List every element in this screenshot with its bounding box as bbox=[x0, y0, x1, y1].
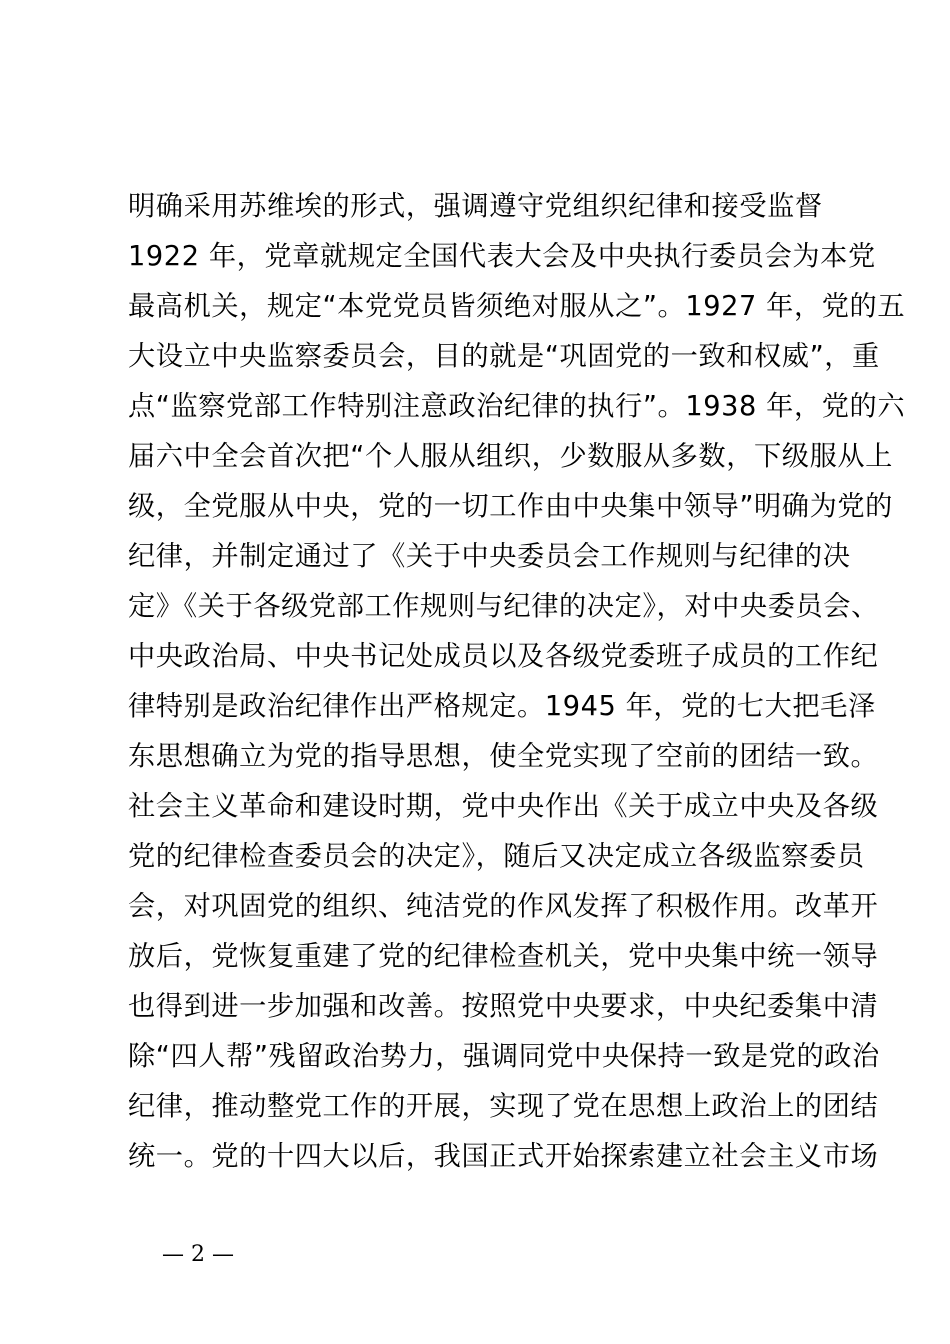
text-line: 党的纪律检查委员会的决定》，随后又决定成立各级监察委员 bbox=[128, 841, 865, 872]
text-line: 定》《关于各级党部工作规则与纪律的决定》，对中央委员会、 bbox=[128, 591, 879, 622]
text-line: 东思想确立为党的指导思想，使全党实现了空前的团结一致。 bbox=[128, 741, 879, 772]
text-line: 最高机关，规定“本党党员皆须绝对服从之”。1927 年，党的五 bbox=[128, 291, 906, 322]
text-line: 点“监察党部工作特别注意政治纪律的执行”。1938 年，党的六 bbox=[128, 391, 906, 422]
text-line: 统一。党的十四大以后，我国正式开始探索建立社会主义市场 bbox=[128, 1141, 879, 1172]
text-line: 届六中全会首次把“个人服从组织，少数服从多数，下级服从上 bbox=[128, 441, 893, 472]
text-line: 也得到进一步加强和改善。按照党中央要求，中央纪委集中清 bbox=[128, 991, 879, 1022]
text-line: 除“四人帮”残留政治势力，强调同党中央保持一致是党的政治 bbox=[128, 1041, 880, 1072]
text-line: 纪律，并制定通过了《关于中央委员会工作规则与纪律的决 bbox=[128, 541, 851, 572]
text-line: 明确采用苏维埃的形式，强调遵守党组织纪律和接受监督 bbox=[128, 191, 823, 222]
text-line: 社会主义革命和建设时期，党中央作出《关于成立中央及各级 bbox=[128, 791, 879, 822]
text-line: 1922 年，党章就规定全国代表大会及中央执行委员会为本党 bbox=[128, 241, 876, 272]
text-line: 大设立中央监察委员会，目的就是“巩固党的一致和权威”，重 bbox=[128, 341, 880, 372]
text-line: 放后，党恢复重建了党的纪律检查机关，党中央集中统一领导 bbox=[128, 941, 879, 972]
text-line: 会，对巩固党的组织、纯洁党的作风发挥了积极作用。改革开 bbox=[128, 891, 879, 922]
text-line: 中央政治局、中央书记处成员以及各级党委班子成员的工作纪 bbox=[128, 641, 879, 672]
text-line: 级，全党服从中央，党的一切工作由中央集中领导”明确为党的 bbox=[128, 491, 893, 522]
body-text bbox=[128, 182, 906, 1182]
text-line: 纪律，推动整党工作的开展，实现了党在思想上政治上的团结 bbox=[128, 1091, 879, 1122]
text-line: 律特别是政治纪律作出严格规定。1945 年，党的七大把毛泽 bbox=[128, 691, 876, 722]
page-number: — 2 — bbox=[162, 1242, 234, 1267]
